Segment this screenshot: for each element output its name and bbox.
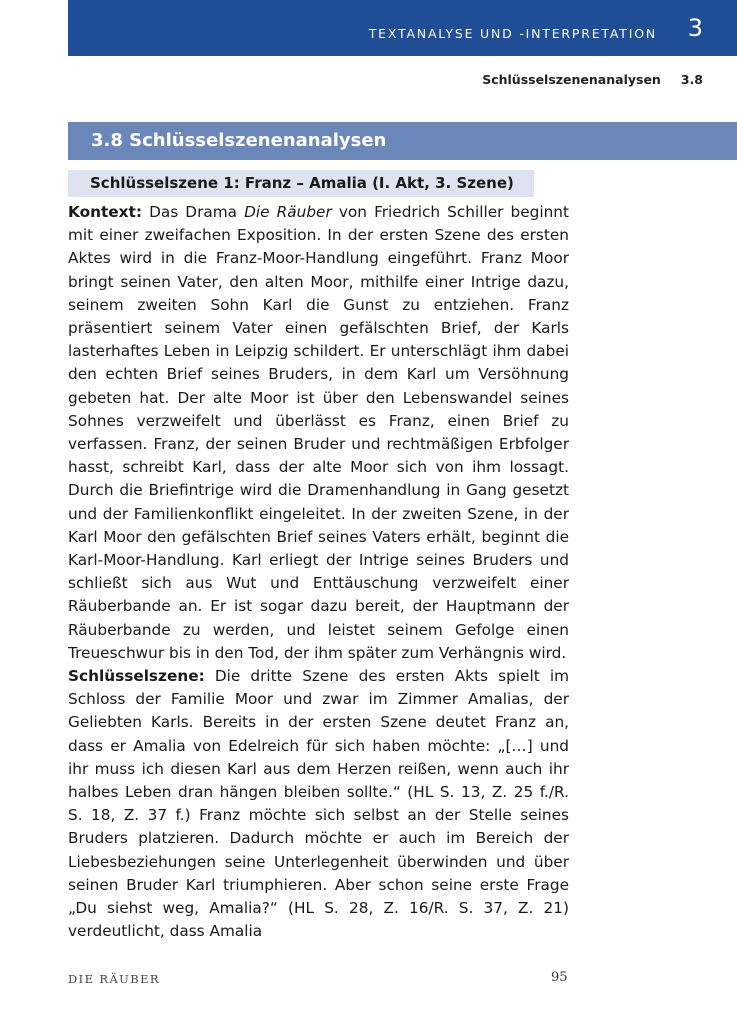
key-scene-label: Schlüsselszene: [68,667,205,686]
running-header [482,72,703,87]
chapter-label: TEXTANALYSE UND -INTERPRETATION [368,26,657,41]
context-text-rest: von Friedrich Schiller beginnt mit einer zweifachen Exposition. In der ersten Szene des ersten Aktes wird in die Franz-Moor-Handlung eingeführt. Franz Moor bringt seinen Vater, den alten Moor, mithilfe einer Intrige dazu, seinem zweiten Sohn Karl die Gunst zu entziehen. Franz präsentiert seinem Vater einen gefälschten Brief, der Karls lasterhaftes Leben in Leipzig schildert. Er unterschlägt ihm dabei den echten Brief seines Bruders, in dem Karl um Versöhnung gebeten hat. Der alte Moor ist über den Lebenswandel seines Sohnes verzweifelt und überlässt es Franz, einen Brief zu verfassen. Franz, der seinen Bruder und rechtmäßigen Erbfolger hasst, schreibt Karl, dass der alte Moor sich von ihm lossagt. Durch die Briefintrige wird die Dramenhandlung in Gang gesetzt und der Familienkonflikt eingeleitet. In der zweiten Szene, in der Karl Moor den gefälschten Brief seines Vaters erhält, beginnt die Karl-Moor-Handlung. Karl erliegt der Intrige seines Bruders und schließt sich aus Wut und Enttäuschung verzweifelt einer Räuberbande an. Er ist sogar dazu bereit, der Hauptmann der Räuberbande zu werden, und leistet seinem Gefolge einen Treueschwur bis in den Tod, der ihm später zum Verhängnis wird. [68,203,569,662]
running-header-section-name: Schlüsselszenenanalysen [482,72,661,87]
chapter-header-band [68,0,737,56]
running-header-section-number: 3.8 [680,72,703,87]
scene-heading: Schlüsselszene 1: Franz – Amalia (I. Akt, 3. Szene) [90,174,514,192]
key-scene-text: Die dritte Szene des ersten Akts spielt im Schloss der Familie Moor und zwar im Zimmer Amalias, der Geliebten Karls. Bereits in der ersten Szene deutet Franz an, dass er Amalia von Edelreich für sich haben möchte: „[…] und ihr muss ich diesen Karl aus dem Herzen reißen, wenn auch ihr halbes Leben dran hängen bleiben sollte.“ (HL S. 13, Z. 25 f./R. S. 18, Z. 37 f.) Franz möchte sich selbst an der Stelle seines Bruders platzieren. Dadurch möchte er auch im Bereich der Liebesbeziehungen seine Unterlegenheit überwinden und über seinen Bruder Karl triumphieren. Aber schon seine erste Frage „Du siehst weg, Amalia?“ (HL S. 28, Z. 16/R. S. 37, Z. 21) verdeutlicht, dass Amalia [68,667,569,941]
context-paragraph [68,201,569,665]
scene-heading-box [68,170,534,197]
drama-title: Die Räuber [244,203,332,221]
context-text-start: Das Drama [141,203,245,221]
body-text [68,201,569,944]
footer-book-title: DIE RÄUBER [68,972,160,986]
section-heading: 3.8 Schlüsselszenenanalysen [91,130,387,151]
page-number: 95 [551,970,568,985]
section-heading-bar [68,122,737,160]
context-label: Kontext: [68,203,142,221]
key-scene-paragraph [68,665,569,943]
chapter-number: 3 [687,14,703,42]
